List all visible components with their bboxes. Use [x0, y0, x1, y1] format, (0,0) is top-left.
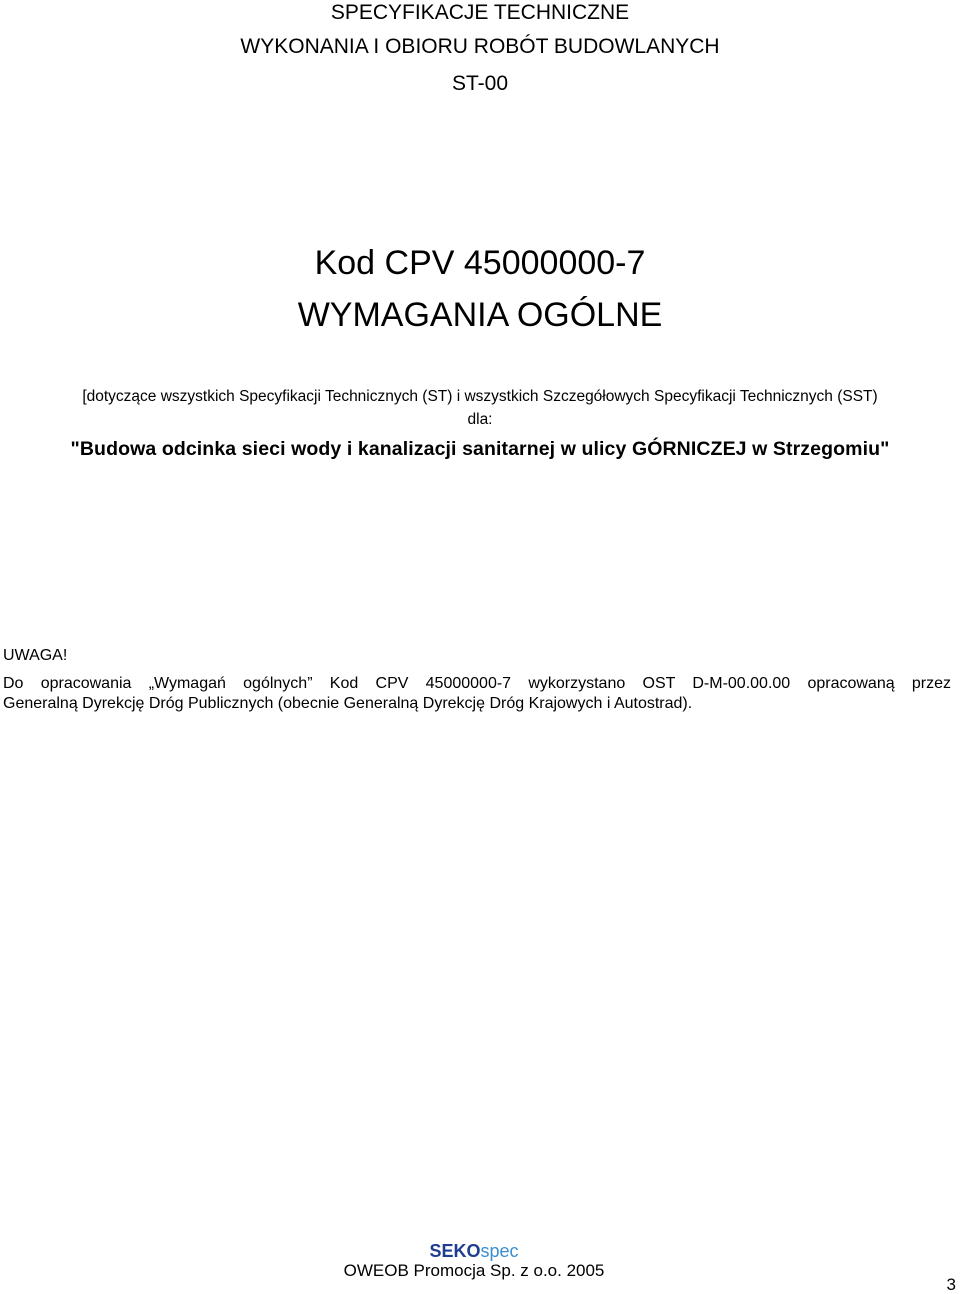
footer-company: OWEOB Promocja Sp. z o.o. 2005 — [343, 1261, 605, 1280]
header-line-1: SPECYFIKACJE TECHNICZNE — [330, 1, 630, 24]
project-name: "Budowa odcinka sieci wody i kanalizacji sanitarnej w ulicy GÓRNICZEJ w Strzegomiu" — [70, 438, 890, 460]
note-line-1: Do opracowania „Wymagań ogólnych” Kod CPV 45000000-7 wykorzystano OST D-M-00.00.00 opracowaną przez — [3, 675, 951, 692]
page-number: 3 — [946, 1275, 956, 1294]
logo-light-part: spec — [480, 1241, 519, 1261]
logo-bold-part: SEKO — [429, 1241, 481, 1261]
sekospec-logo — [0, 1241, 948, 1261]
cpv-code-title: Kod CPV 45000000-7 — [314, 244, 646, 282]
header-line-2: WYKONANIA I OBIORU ROBÓT BUDOWLANYCH — [240, 35, 720, 58]
header-line-3: ST-00 — [451, 72, 509, 95]
scope-line-2: dla: — [467, 411, 493, 428]
scope-line-1: [dotyczące wszystkich Specyfikacji Technicznych (ST) i wszystkich Szczegółowych Specyfikacji Technicznych (SST) — [82, 388, 878, 405]
note-title: UWAGA! — [3, 647, 68, 664]
general-requirements-title: WYMAGANIA OGÓLNE — [297, 296, 663, 334]
note-line-2: Generalną Dyrekcję Dróg Publicznych (obecnie Generalną Dyrekcję Dróg Krajowych i Autostrad). — [3, 695, 693, 712]
